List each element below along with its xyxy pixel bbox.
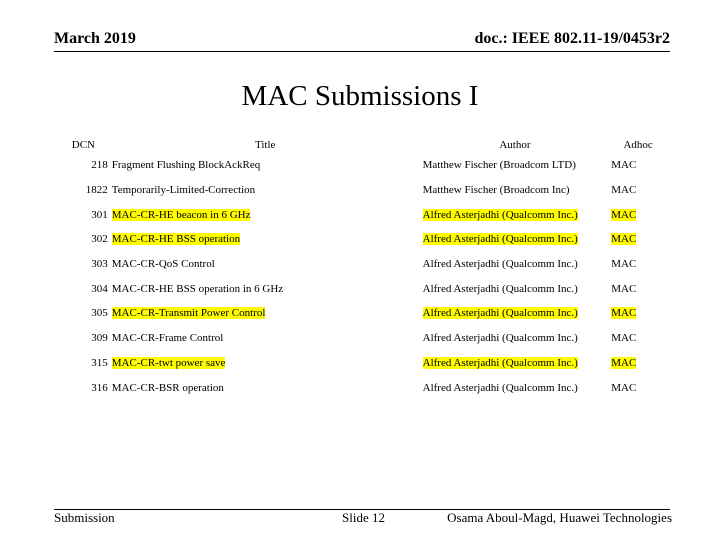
table-header-row	[57, 136, 667, 153]
cell-author-wrap	[421, 276, 610, 301]
cell-adhoc-wrap	[609, 202, 667, 227]
cell-dcn: 303	[91, 258, 108, 271]
cell-title: MAC-CR-HE beacon in 6 GHz	[111, 208, 251, 221]
cell-dcn-wrap	[57, 351, 110, 376]
footer-author: Osama Aboul-Magd, Huawei Technologies	[447, 510, 672, 525]
cell-title: MAC-CR-twt power save	[111, 356, 226, 369]
cell-dcn-wrap	[57, 252, 110, 277]
cell-adhoc-wrap	[609, 326, 667, 351]
cell-adhoc-wrap	[609, 276, 667, 301]
cell-adhoc: MAC	[611, 258, 637, 271]
cell-author: Alfred Asterjadhi (Qualcomm Inc.)	[422, 208, 578, 221]
cell-dcn: 315	[91, 356, 108, 369]
cell-title-wrap	[110, 276, 421, 301]
cell-author: Alfred Asterjadhi (Qualcomm Inc.)	[422, 282, 578, 295]
cell-author-wrap	[421, 252, 610, 277]
cell-dcn-wrap	[57, 178, 110, 203]
cell-title-wrap	[110, 301, 421, 326]
cell-adhoc: MAC	[611, 159, 637, 172]
cell-dcn: 305	[91, 307, 108, 320]
cell-title-wrap	[110, 153, 421, 178]
cell-adhoc: MAC	[611, 184, 637, 197]
cell-title-wrap	[110, 202, 421, 227]
cell-dcn-wrap	[57, 227, 110, 252]
cell-author: Alfred Asterjadhi (Qualcomm Inc.)	[422, 381, 578, 394]
cell-dcn: 218	[91, 159, 108, 172]
cell-author-wrap	[421, 301, 610, 326]
table-row	[57, 276, 667, 301]
cell-adhoc: MAC	[611, 307, 637, 320]
cell-author-wrap	[421, 351, 610, 376]
col-header-author: Author	[499, 138, 531, 151]
cell-author-wrap	[421, 326, 610, 351]
cell-adhoc-wrap	[609, 153, 667, 178]
cell-title-wrap	[110, 252, 421, 277]
slide-title: MAC Submissions I	[241, 80, 479, 112]
cell-title: MAC-CR-QoS Control	[111, 258, 215, 271]
cell-author-wrap	[421, 178, 610, 203]
cell-author: Alfred Asterjadhi (Qualcomm Inc.)	[422, 332, 578, 345]
cell-dcn-wrap	[57, 153, 110, 178]
cell-title: Fragment Flushing BlockAckReq	[111, 159, 261, 172]
cell-dcn: 302	[91, 233, 108, 246]
cell-title: Temporarily-Limited-Correction	[111, 184, 256, 197]
footer-slide-number: Slide 12	[342, 510, 385, 525]
cell-adhoc: MAC	[611, 356, 637, 369]
cell-adhoc-wrap	[609, 252, 667, 277]
cell-adhoc: MAC	[611, 233, 637, 246]
cell-author-wrap	[421, 375, 610, 400]
cell-title: MAC-CR-Transmit Power Control	[111, 307, 266, 320]
cell-dcn-wrap	[57, 276, 110, 301]
cell-author: Alfred Asterjadhi (Qualcomm Inc.)	[422, 258, 578, 271]
footer-submission: Submission	[54, 510, 115, 525]
table-row	[57, 326, 667, 351]
cell-author: Matthew Fischer (Broadcom Inc)	[422, 184, 570, 197]
cell-author: Alfred Asterjadhi (Qualcomm Inc.)	[422, 307, 578, 320]
cell-author: Alfred Asterjadhi (Qualcomm Inc.)	[422, 233, 578, 246]
table-row	[57, 153, 667, 178]
cell-author-wrap	[421, 153, 610, 178]
cell-title-wrap	[110, 375, 421, 400]
cell-title: MAC-CR-HE BSS operation in 6 GHz	[111, 282, 284, 295]
table-row	[57, 202, 667, 227]
cell-author: Matthew Fischer (Broadcom LTD)	[422, 159, 576, 172]
col-header-title: Title	[255, 138, 276, 151]
cell-dcn-wrap	[57, 326, 110, 351]
cell-dcn: 309	[91, 332, 108, 345]
cell-dcn-wrap	[57, 301, 110, 326]
cell-author-wrap	[421, 227, 610, 252]
table-row	[57, 351, 667, 376]
cell-title: MAC-CR-BSR operation	[111, 381, 224, 394]
cell-dcn-wrap	[57, 202, 110, 227]
cell-dcn: 304	[91, 282, 108, 295]
table-row	[57, 178, 667, 203]
cell-title-wrap	[110, 178, 421, 203]
table-row	[57, 227, 667, 252]
cell-adhoc-wrap	[609, 351, 667, 376]
cell-dcn: 1822	[85, 184, 108, 197]
cell-adhoc-wrap	[609, 178, 667, 203]
cell-title-wrap	[110, 351, 421, 376]
cell-title: MAC-CR-HE BSS operation	[111, 233, 241, 246]
table-row	[57, 375, 667, 400]
cell-title-wrap	[110, 326, 421, 351]
cell-title-wrap	[110, 227, 421, 252]
col-header-dcn: DCN	[71, 138, 95, 151]
table-row	[57, 301, 667, 326]
col-header-adhoc: Adhoc	[623, 138, 653, 151]
cell-dcn: 301	[91, 208, 108, 221]
cell-adhoc-wrap	[609, 301, 667, 326]
cell-author-wrap	[421, 202, 610, 227]
cell-dcn: 316	[91, 381, 108, 394]
cell-adhoc: MAC	[611, 381, 637, 394]
cell-dcn-wrap	[57, 375, 110, 400]
header-rule	[54, 51, 670, 52]
cell-adhoc: MAC	[611, 208, 637, 221]
cell-adhoc: MAC	[611, 332, 637, 345]
cell-adhoc-wrap	[609, 227, 667, 252]
cell-adhoc-wrap	[609, 375, 667, 400]
submissions-table	[57, 136, 667, 400]
cell-title: MAC-CR-Frame Control	[111, 332, 224, 345]
header-doc-id: doc.: IEEE 802.11-19/0453r2	[474, 30, 670, 47]
cell-author: Alfred Asterjadhi (Qualcomm Inc.)	[422, 356, 578, 369]
header-date: March 2019	[54, 30, 136, 47]
cell-adhoc: MAC	[611, 282, 637, 295]
table-body	[57, 153, 667, 400]
table-row	[57, 252, 667, 277]
